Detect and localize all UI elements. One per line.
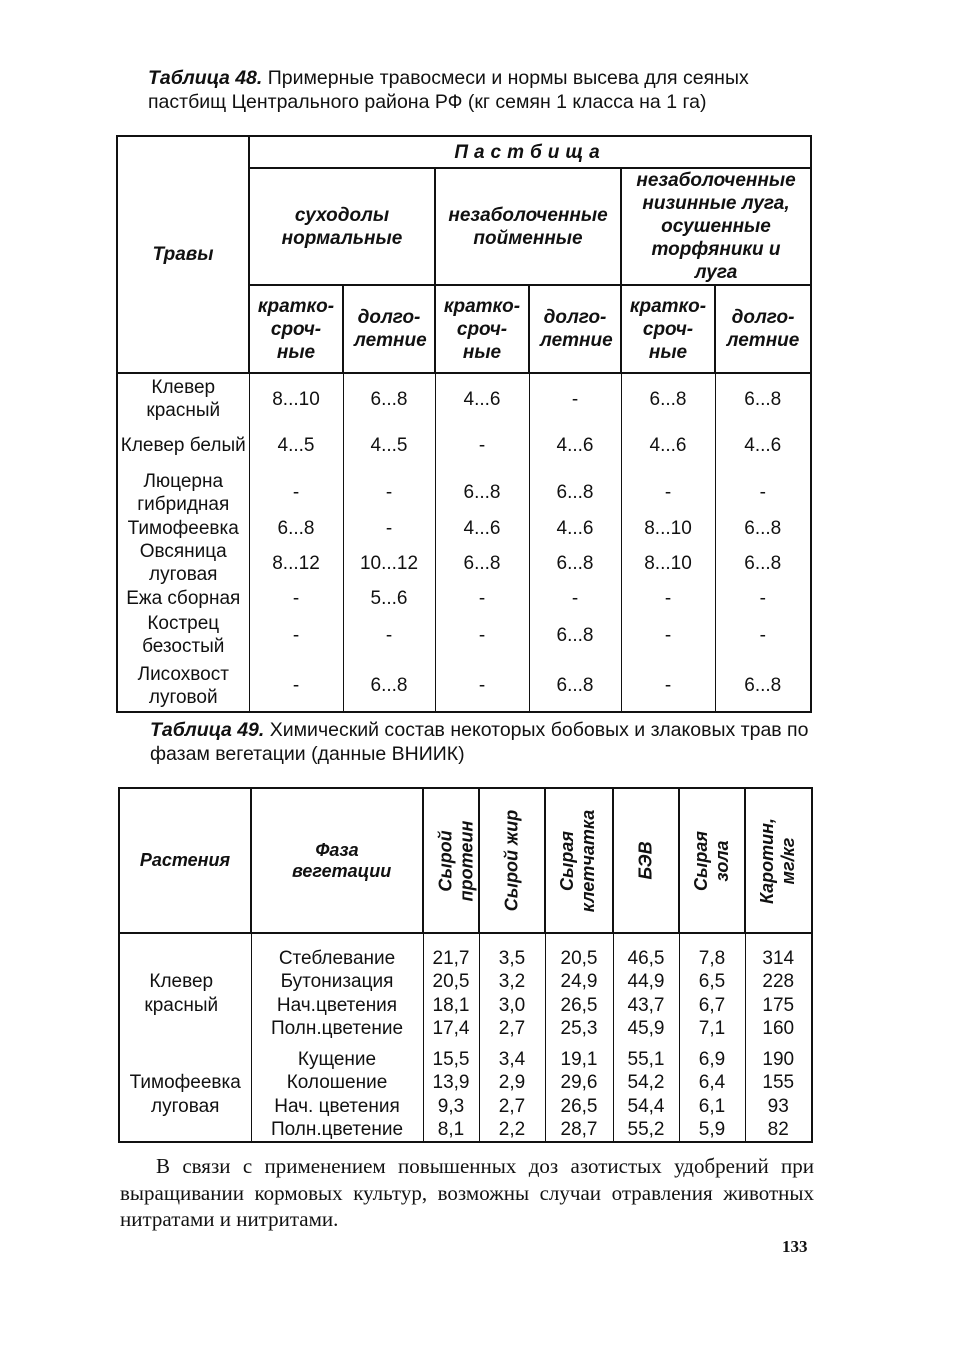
table-cell: - [249, 660, 343, 712]
header-crude-protein [423, 788, 479, 933]
header-crude-protein-text: Сырой протеин [435, 820, 477, 901]
table-49 [118, 787, 813, 1143]
table-cell: - [715, 610, 811, 660]
table-cell: 6...8 [715, 373, 811, 422]
table-cell: 8...10 [621, 516, 715, 540]
header-long-term: долго-летние [715, 285, 811, 373]
table-cell: 2,7 [479, 1017, 545, 1040]
table-cell: 8...10 [249, 373, 343, 422]
table-cell: 15,5 [423, 1048, 479, 1071]
header-carotene-text: Каротин, мг/кг [757, 817, 799, 904]
header-group-1: суходолы нормальные [249, 168, 435, 285]
table-cell: - [621, 469, 715, 516]
table-cell: 13,9 [423, 1071, 479, 1094]
phase-cell: Нач.цветения [251, 994, 423, 1017]
header-short-term: кратко-сроч-ные [435, 285, 529, 373]
header-long-term: долго-летние [529, 285, 621, 373]
header-nfe-text: БЭВ [635, 841, 656, 880]
grass-name: Кострец безостый [142, 613, 225, 657]
table-cell: 6,4 [679, 1071, 745, 1094]
table-cell: 314 [745, 947, 812, 970]
table-cell: 4...6 [435, 516, 529, 540]
table-49-label: Таблица 49. [150, 719, 265, 741]
table-cell: - [249, 610, 343, 660]
table-cell: 6...8 [715, 660, 811, 712]
table-cell: - [621, 610, 715, 660]
header-grasses: Травы [117, 136, 249, 373]
table-cell: 228 [745, 970, 812, 993]
grass-name: Тимофеевка [127, 517, 239, 539]
table-cell: 2,9 [479, 1071, 545, 1094]
table-cell: 55,1 [613, 1048, 679, 1071]
phase-cell: Полн.цветение [251, 1118, 423, 1142]
table-cell: 6...8 [529, 660, 621, 712]
table-cell: 5,9 [679, 1118, 745, 1142]
header-plants: Растения [119, 788, 251, 933]
table-cell: - [435, 660, 529, 712]
table-cell: 3,2 [479, 970, 545, 993]
phase-cell: Полн.цветение [251, 1017, 423, 1040]
table-cell: - [715, 469, 811, 516]
table-cell: - [435, 610, 529, 660]
phase-cell: Кущение [251, 1048, 423, 1071]
table-cell: 175 [745, 994, 812, 1017]
table-cell: 7,1 [679, 1017, 745, 1040]
table-cell: 82 [745, 1118, 812, 1142]
phase-cell: Бутонизация [251, 970, 423, 993]
table-cell: 8...10 [621, 540, 715, 586]
table-cell: 2,7 [479, 1095, 545, 1118]
table-cell: 25,3 [545, 1017, 613, 1040]
table-cell: 10...12 [343, 540, 435, 586]
table-cell: 54,4 [613, 1095, 679, 1118]
table-cell: - [621, 586, 715, 610]
table-cell: 8...12 [249, 540, 343, 586]
header-carotene [745, 788, 812, 933]
table-cell: 28,7 [545, 1118, 613, 1142]
header-crude-fat [479, 788, 545, 933]
table-cell: 6,5 [679, 970, 745, 993]
table-cell: 6,9 [679, 1048, 745, 1071]
table-cell: 5...6 [343, 586, 435, 610]
table-cell: 44,9 [613, 970, 679, 993]
table-cell: 6...8 [435, 540, 529, 586]
table-cell: 160 [745, 1017, 812, 1040]
table-cell: 6...8 [529, 610, 621, 660]
grass-name: Ежа сборная [126, 587, 241, 609]
table-cell: 6,1 [679, 1095, 745, 1118]
body-paragraph-text: В связи с применением повышенных доз азотистых удобрений при выращивании кормовых культур, возможны случаи отравления животных нитратами и нитритами. [120, 1154, 814, 1231]
table-cell: 17,4 [423, 1017, 479, 1040]
table-cell: 20,5 [423, 970, 479, 993]
header-crude-fat-text: Сырой жир [501, 809, 522, 912]
header-short-term: кратко-сроч-ные [621, 285, 715, 373]
header-nfe [613, 788, 679, 933]
table-cell: 24,9 [545, 970, 613, 993]
table-cell: 46,5 [613, 947, 679, 970]
table-cell: 4...6 [621, 422, 715, 469]
table-cell: 2,2 [479, 1118, 545, 1142]
header-group-2: незаболоченные пойменные [435, 168, 621, 285]
table-cell: 43,7 [613, 994, 679, 1017]
header-crude-ash [679, 788, 745, 933]
table-cell: 155 [745, 1071, 812, 1094]
table-cell: 4...5 [249, 422, 343, 469]
table-cell: 29,6 [545, 1071, 613, 1094]
table-49-title: Химический состав некоторых бобовых и злаковых трав по фазам вегетации (данные ВНИИК) [150, 719, 809, 765]
table-cell: 6...8 [621, 373, 715, 422]
table-48-label: Таблица 48. [148, 67, 263, 89]
phase-cell: Стеблевание [251, 947, 423, 970]
table-cell: 93 [745, 1095, 812, 1118]
table-cell: - [435, 586, 529, 610]
table-cell: 7,8 [679, 947, 745, 970]
table-cell: 9,3 [423, 1095, 479, 1118]
header-crude-ash-text: Сырая зола [691, 830, 732, 891]
table-cell: - [343, 516, 435, 540]
table-cell: 6...8 [343, 373, 435, 422]
plant-name: Тимофеевка луговая [129, 1072, 241, 1117]
table-cell: 4...6 [529, 422, 621, 469]
table-cell: - [529, 373, 621, 422]
phase-cell: Колошение [251, 1071, 423, 1094]
header-group-3: незаболоченные низинные луга, осушенные торфяники и луга [621, 168, 811, 285]
header-pastures: Пастбища [249, 136, 811, 168]
table-48 [116, 135, 812, 713]
header-short-term: кратко-сроч-ные [249, 285, 343, 373]
table-cell: 4...6 [435, 373, 529, 422]
header-crude-fiber-text: Сырая клетчатка [557, 809, 598, 912]
table-cell: 6...8 [715, 540, 811, 586]
table-cell: 4...6 [529, 516, 621, 540]
table-cell: 6...8 [249, 516, 343, 540]
grass-name: Овсяница луговая [139, 541, 227, 585]
table-cell: 26,5 [545, 1095, 613, 1118]
table-cell: - [249, 469, 343, 516]
table-cell: - [435, 422, 529, 469]
table-cell: 20,5 [545, 947, 613, 970]
header-phase: Фаза вегетации [251, 788, 423, 933]
table-cell: 26,5 [545, 994, 613, 1017]
table-cell: - [529, 586, 621, 610]
table-cell: 6...8 [529, 540, 621, 586]
table-49-caption [150, 718, 810, 766]
table-cell: 8,1 [423, 1118, 479, 1142]
table-cell: 6,7 [679, 994, 745, 1017]
table-cell: 6...8 [435, 469, 529, 516]
table-48-caption [148, 66, 808, 114]
table-cell: 6...8 [343, 660, 435, 712]
table-cell: - [343, 469, 435, 516]
plant-name: Клевер красный [144, 971, 219, 1016]
page-number: 133 [782, 1237, 808, 1256]
phase-cell: Нач. цветения [251, 1095, 423, 1118]
header-crude-fiber [545, 788, 613, 933]
table-cell: 4...6 [715, 422, 811, 469]
table-cell: 6...8 [529, 469, 621, 516]
table-cell: 190 [745, 1048, 812, 1071]
table-cell: 45,9 [613, 1017, 679, 1040]
table-cell: 55,2 [613, 1118, 679, 1142]
table-cell: 4...5 [343, 422, 435, 469]
table-cell: 3,5 [479, 947, 545, 970]
table-cell: - [621, 660, 715, 712]
table-cell: - [715, 586, 811, 610]
header-long-term: долго-летние [343, 285, 435, 373]
table-cell: 18,1 [423, 994, 479, 1017]
table-cell: 3,4 [479, 1048, 545, 1071]
table-cell: 6...8 [715, 516, 811, 540]
grass-name: Клевер белый [120, 435, 246, 456]
table-cell: - [343, 610, 435, 660]
body-paragraph [120, 1153, 814, 1233]
table-cell: 3,0 [479, 994, 545, 1017]
table-cell: 54,2 [613, 1071, 679, 1094]
grass-name: Клевер красный [146, 377, 221, 421]
table-cell: - [249, 586, 343, 610]
grass-name: Люцерна гибридная [137, 470, 230, 515]
grass-name: Лисохвост луговой [137, 663, 229, 708]
table-cell: 19,1 [545, 1048, 613, 1071]
table-48-title: Примерные травосмеси и нормы высева для сеяных пастбищ Центрального района РФ (кг семян 1 класса на 1 га) [148, 67, 749, 113]
table-cell: 21,7 [423, 947, 479, 970]
